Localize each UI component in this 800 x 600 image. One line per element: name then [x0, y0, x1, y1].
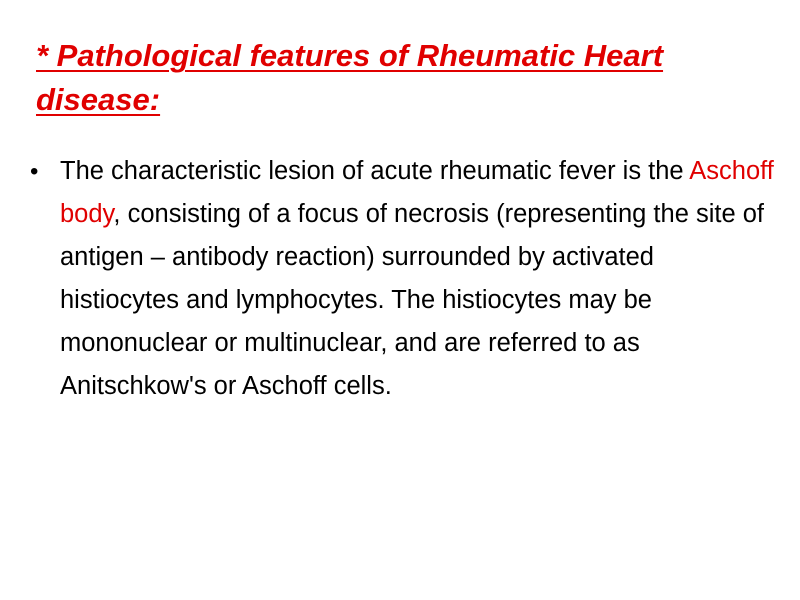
bullet-text-before: The characteristic lesion of acute rheumatic fever is the [60, 157, 690, 185]
bullet-item [30, 150, 775, 408]
slide-title: * Pathological features of Rheumatic Heart disease: [36, 38, 664, 117]
bullet-list [30, 150, 775, 408]
bullet-marker: • [30, 158, 39, 185]
bullet-text-after: , consisting of a focus of necrosis (representing the site of antigen – antibody reaction) surrounded by activated histiocytes and lymphocytes. The histiocytes may be mononuclear or multinuclear, and are referred to as Anitschkow's or Aschoff cells. [60, 200, 764, 400]
aschoff-body-highlight: Aschoff body [60, 157, 774, 228]
